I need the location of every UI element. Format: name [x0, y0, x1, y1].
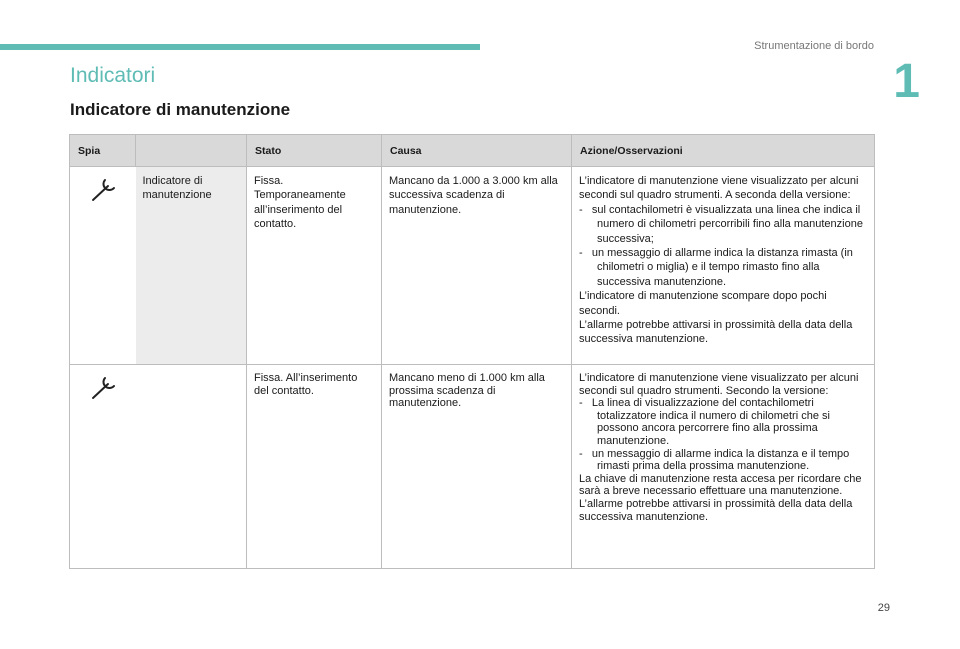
page-number: 29: [877, 602, 890, 614]
azione-bullet: - sul contachilometri è visualizzata una linea che indica il numero di chilometri percorribili fino alla manutenzione successiva;: [579, 203, 863, 245]
causa-cell: Mancano meno di 1.000 km alla prossima scadenza di manutenzione.: [382, 365, 572, 569]
table-row: [70, 365, 875, 569]
azione-bullet: - un messaggio di allarme indica la distanza e il tempo rimasti prima della prossima manutenzione.: [579, 447, 850, 473]
azione-bullet: - La linea di visualizzazione del contachilometri totalizzatore indica il numero di chilometri che si possono ancora percorrere fino alla prossima manutenzione.: [579, 397, 830, 447]
column-header-spacer: [136, 135, 247, 167]
azione-cell: [572, 167, 875, 365]
chapter-title: Strumentazione di bordo: [754, 40, 874, 52]
azione-intro: L’indicatore di manutenzione viene visualizzato per alcuni secondi sul quadro strumenti. Secondo la versione:: [579, 372, 859, 397]
stato-cell: Fissa. All’inserimento del contatto.: [247, 365, 382, 569]
subsection-title: Indicatore di manutenzione: [70, 100, 291, 119]
column-header-spia: Spia: [70, 135, 136, 167]
indicator-table: [69, 134, 875, 569]
azione-note: L’allarme potrebbe attivarsi in prossimità della data della successiva manutenzione.: [579, 497, 853, 523]
azione-note: L’indicatore di manutenzione scompare dopo pochi secondi.: [579, 290, 827, 317]
azione-note: La chiave di manutenzione resta accesa per ricordare che sarà a breve necessario effettuare una manutenzione.: [579, 472, 862, 498]
icon-cell: [70, 365, 136, 569]
top-accent-bar: [0, 44, 480, 50]
column-header-azione: Azione/Osservazioni: [572, 135, 875, 167]
indicator-name: [136, 365, 247, 569]
indicator-name: Indicatore di manutenzione: [136, 167, 247, 365]
chapter-number: 1: [893, 55, 920, 108]
section-title: Indicatori: [70, 64, 156, 87]
azione-cell: [572, 365, 875, 569]
causa-cell: Mancano da 1.000 a 3.000 km alla successiva scadenza di manutenzione.: [382, 167, 572, 365]
azione-note: L’allarme potrebbe attivarsi in prossimità della data della successiva manutenzione.: [579, 319, 853, 346]
azione-bullet: - un messaggio di allarme indica la distanza rimasta (in chilometri o miglia) e il tempo rimasto fino alla successiva manutenzione.: [579, 247, 853, 288]
wrench-icon: [88, 194, 118, 206]
table-row: [70, 167, 875, 365]
wrench-icon: [88, 392, 118, 404]
column-header-causa: Causa: [382, 135, 572, 167]
table-header-row: [70, 135, 875, 167]
column-header-stato: Stato: [247, 135, 382, 167]
azione-intro: L’indicatore di manutenzione viene visualizzato per alcuni secondi sul quadro strumenti. A seconda della versione:: [579, 175, 859, 202]
icon-cell: [70, 167, 136, 365]
stato-cell: Fissa. Temporaneamente all’inserimento del contatto.: [247, 167, 382, 365]
